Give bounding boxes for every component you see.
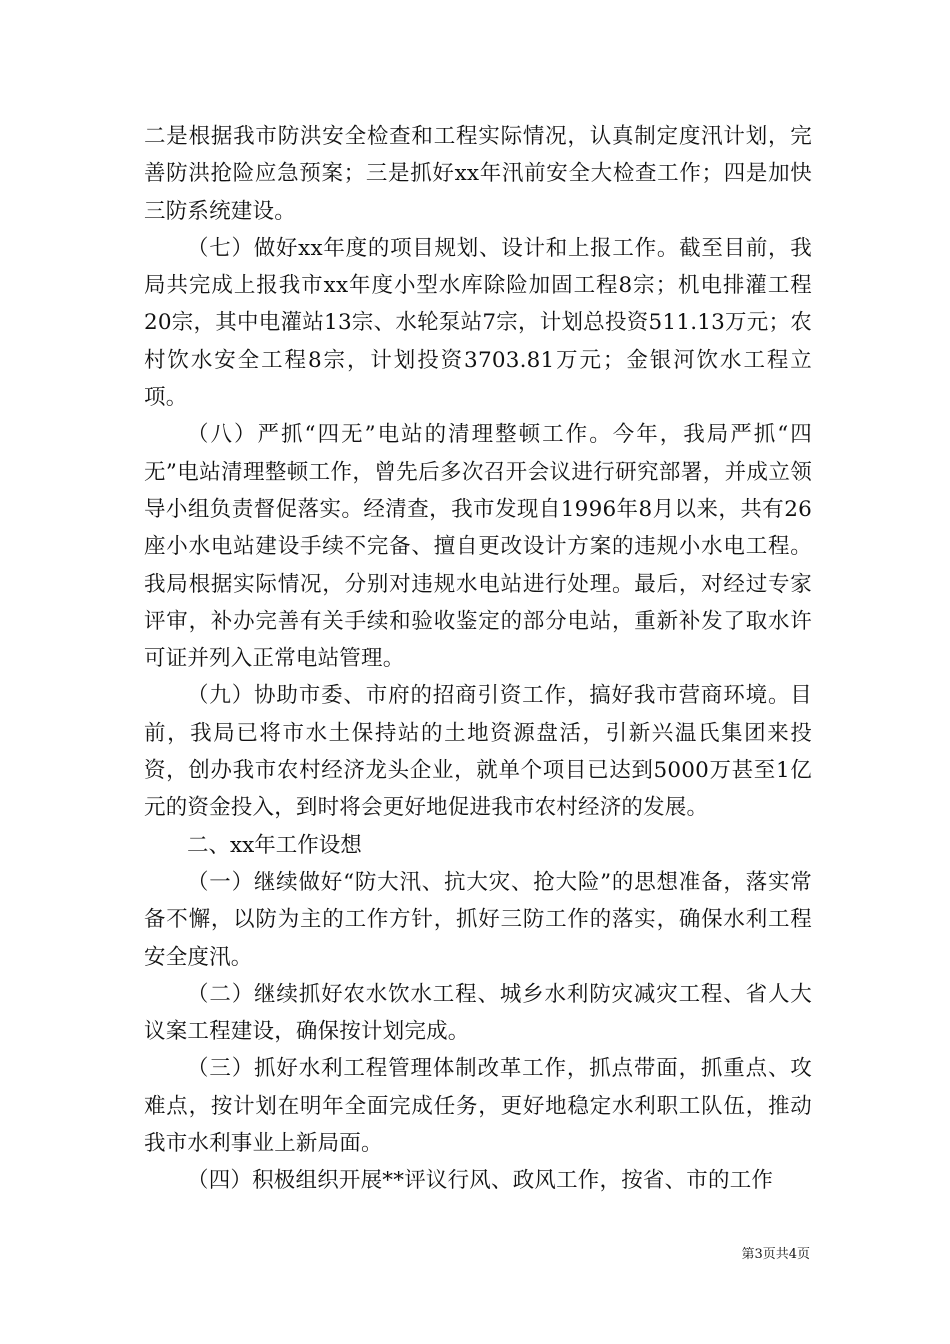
paragraph-conduct-review: （四）积极组织开展**评议行风、政风工作，按省、市的工作 xyxy=(187,1168,774,1194)
paragraph-hydropower-rectification: （八）严抓“四无”电站的清理整顿工作。今年，我局严抓“四无”电站清理整顿工作，曾先后多次召开会议进行研究部署，并成立领导小组负责督促落实。经清查，我市发现自1996年8月以来，共有26座小水电站建设手续不完备、擅自更改设计方案的违规小水电工程。我局根据实际情况，分别对违规水电站进行处理。最后，对经过专家评审，补办完善有关手续和验收鉴定的部分电站，重新补发了取水许可证并列入正常电站管理。 xyxy=(144,422,812,672)
paragraph-project-planning: （七）做好xx年度的项目规划、设计和上报工作。截至目前，我局共完成上报我市xx年度小型水库除险加固工程8宗；机电排灌工程20宗，其中电灌站13宗、水轮泵站7宗，计划总投资511.13万元；农村饮水安全工程8宗，计划投资3703.81万元；金银河饮水工程立项。 xyxy=(144,235,812,411)
page-number-indicator: 第3页共4页 xyxy=(741,1247,810,1262)
section-heading-work-plan: 二、xx年工作设想 xyxy=(187,832,362,858)
paragraph-investment-attraction: （九）协助市委、市府的招商引资工作，搞好我市营商环境。目前，我局已将市水土保持站的土地资源盘活，引新兴温氏集团来投资，创办我市农村经济龙头企业，就单个项目已达到5000万甚至1亿元的资金投入，到时将会更好地促进我市农村经济的发展。 xyxy=(144,683,812,821)
paragraph-flood-plan: 二是根据我市防洪安全检查和工程实际情况，认真制定度汛计划，完善防洪抢险应急预案；三是抓好xx年汛前安全大检查工作；四是加快三防系统建设。 xyxy=(144,124,812,224)
paragraph-flood-preparedness: （一）继续做好“防大汛、抗大灾、抢大险”的思想准备，落实常备不懈，以防为主的工作方针，抓好三防工作的落实，确保水利工程安全度汛。 xyxy=(144,869,812,970)
paragraph-management-reform: （三）抓好水利工程管理体制改革工作，抓点带面，抓重点、攻难点，按计划在明年全面完成任务，更好地稳定水利职工队伍，推动我市水利事业上新局面。 xyxy=(144,1056,812,1157)
paragraph-water-projects: （二）继续抓好农水饮水工程、城乡水利防灾减灾工程、省人大议案工程建设，确保按计划完成。 xyxy=(144,981,812,1045)
document-body xyxy=(144,118,812,1200)
